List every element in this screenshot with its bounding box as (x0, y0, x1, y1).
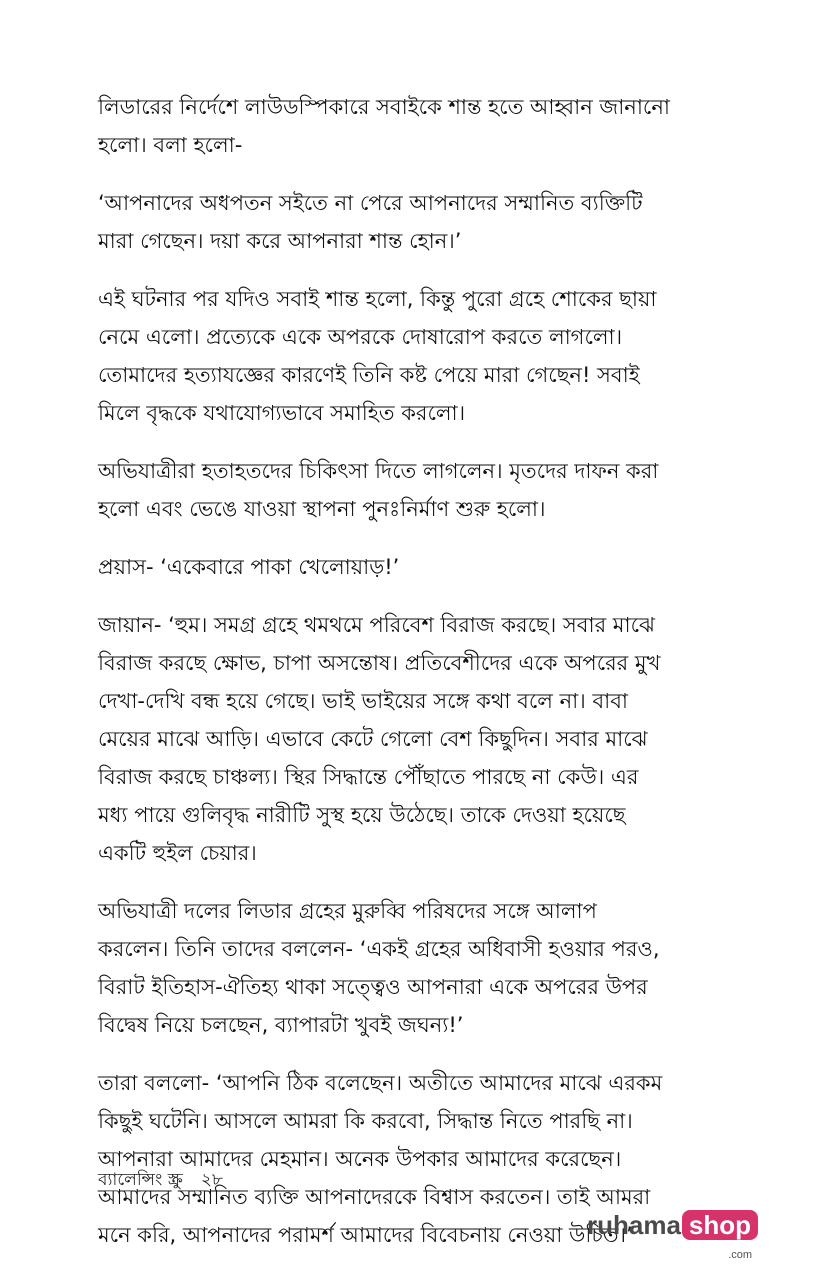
text-line: বিরাজ করছে ক্ষোভ, চাপা অসন্তোষ। প্রতিবেশীদের একে অপরের মুখ (98, 651, 661, 675)
text-line: দেখা-দেখি বন্ধ হয়ে গেছে। ভাই ভাইয়ের সঙ্গে কথা বলে না। বাবা (98, 689, 628, 713)
paragraph (98, 88, 724, 164)
text-line: অভিযাত্রীরা হতাহতদের চিকিৎসা দিতে লাগলেন। মৃতদের দাফন করা (98, 459, 659, 483)
text-line: করলেন। তিনি তাদের বললেন- ‘একই গ্রহের অধিবাসী হওয়ার পরও, (98, 937, 660, 961)
text-line: তোমাদের হত্যাযজ্ঞের কারণেই তিনি কষ্ট পেয়ে মারা গেছেন! সবাই (98, 363, 640, 387)
logo-text-ruhama: ruhama (587, 1210, 681, 1240)
text-line: মনে করি, আপনাদের পরামর্শ আমাদের বিবেচনায় নেওয়া উচিত।’ (98, 1223, 633, 1247)
text-line: মিলে বৃদ্ধকে যথাযোগ্যভাবে সমাহিত করলো। (98, 401, 466, 425)
book-title: ব্যালেন্সিং স্ক্রু (98, 1170, 183, 1190)
text-line: লিডারের নির্দেশে লাউডস্পিকারে সবাইকে শান্ত হতে আহ্বান জানানো (98, 95, 670, 119)
text-line: একটি হুইল চেয়ার। (98, 841, 257, 865)
paragraph (98, 452, 724, 528)
text-line: জায়ান- ‘হুম। সমগ্র গ্রহে থমথমে পরিবেশ বিরাজ করছে। সবার মাঝে (98, 613, 655, 637)
text-line: বিদ্বেষ নিয়ে চলছেন, ব্যাপারটা খুবই জঘন্য!’ (98, 1013, 464, 1037)
page-footer (98, 1167, 223, 1195)
logo-text-com: .com (728, 1249, 753, 1261)
page-body (98, 88, 724, 1274)
paragraph (98, 280, 724, 432)
text-line: ‘আপনাদের অধপতন সইতে না পেরে আপনাদের সম্মানিত ব্যক্তিটি (98, 191, 643, 215)
text-line: অভিযাত্রী দলের লিডার গ্রহের মুরুব্বি পরিষদের সঙ্গে আলাপ (98, 899, 597, 923)
page-number: ২৮ (200, 1170, 223, 1190)
text-line: মারা গেছেন। দয়া করে আপনারা শান্ত হোন।’ (98, 229, 462, 253)
text-line: নেমে এলো। প্রত্যেকে একে অপরকে দোষারোপ করতে লাগলো। (98, 325, 623, 349)
ruhamashop-logo (587, 1210, 758, 1261)
paragraph (98, 606, 724, 872)
paragraph (98, 892, 724, 1044)
text-line: মেয়ের মাঝে আড়ি। এভাবে কেটে গেলো বেশ কিছুদিন। সবার মাঝে (98, 727, 648, 751)
text-line: এই ঘটনার পর যদিও সবাই শান্ত হলো, কিন্তু পুরো গ্রহে শোকের ছায়া (98, 287, 657, 311)
text-line: হলো এবং ভেঙে যাওয়া স্থাপনা পুনঃনির্মাণ শুরু হলো। (98, 497, 546, 521)
text-line: হলো। বলা হলো- (98, 133, 243, 157)
text-line: প্রয়াস- ‘একেবারে পাকা খেলোয়াড়!’ (98, 555, 400, 579)
text-line: আমাদের সম্মানিত ব্যক্তি আপনাদেরকে বিশ্বাস করতেন। তাই আমরা (98, 1185, 651, 1209)
text-line: আপনারা আমাদের মেহমান। অনেক উপকার আমাদের করেছেন। (98, 1147, 622, 1171)
text-line: কিছুই ঘটেনি। আসলে আমরা কি করবো, সিদ্ধান্ত নিতে পারছি না। (98, 1109, 633, 1133)
text-line: মধ্য পায়ে গুলিবৃদ্ধ নারীটি সুস্থ হয়ে উঠেছে। তাকে দেওয়া হয়েছে (98, 803, 626, 827)
text-line: বিরাজ করছে চাঞ্চল্য। স্থির সিদ্ধান্তে পৌঁছাতে পারছে না কেউ। এর (98, 765, 639, 789)
paragraph (98, 548, 724, 586)
text-line: বিরাট ইতিহাস-ঐতিহ্য থাকা সত্ত্বেও আপনারা একে অপরের উপর (98, 975, 648, 999)
paragraph (98, 184, 724, 260)
logo-text-shop: shop (682, 1210, 758, 1240)
text-line: তারা বললো- ‘আপনি ঠিক বলেছেন। অতীতে আমাদের মাঝে এরকম (98, 1071, 663, 1095)
